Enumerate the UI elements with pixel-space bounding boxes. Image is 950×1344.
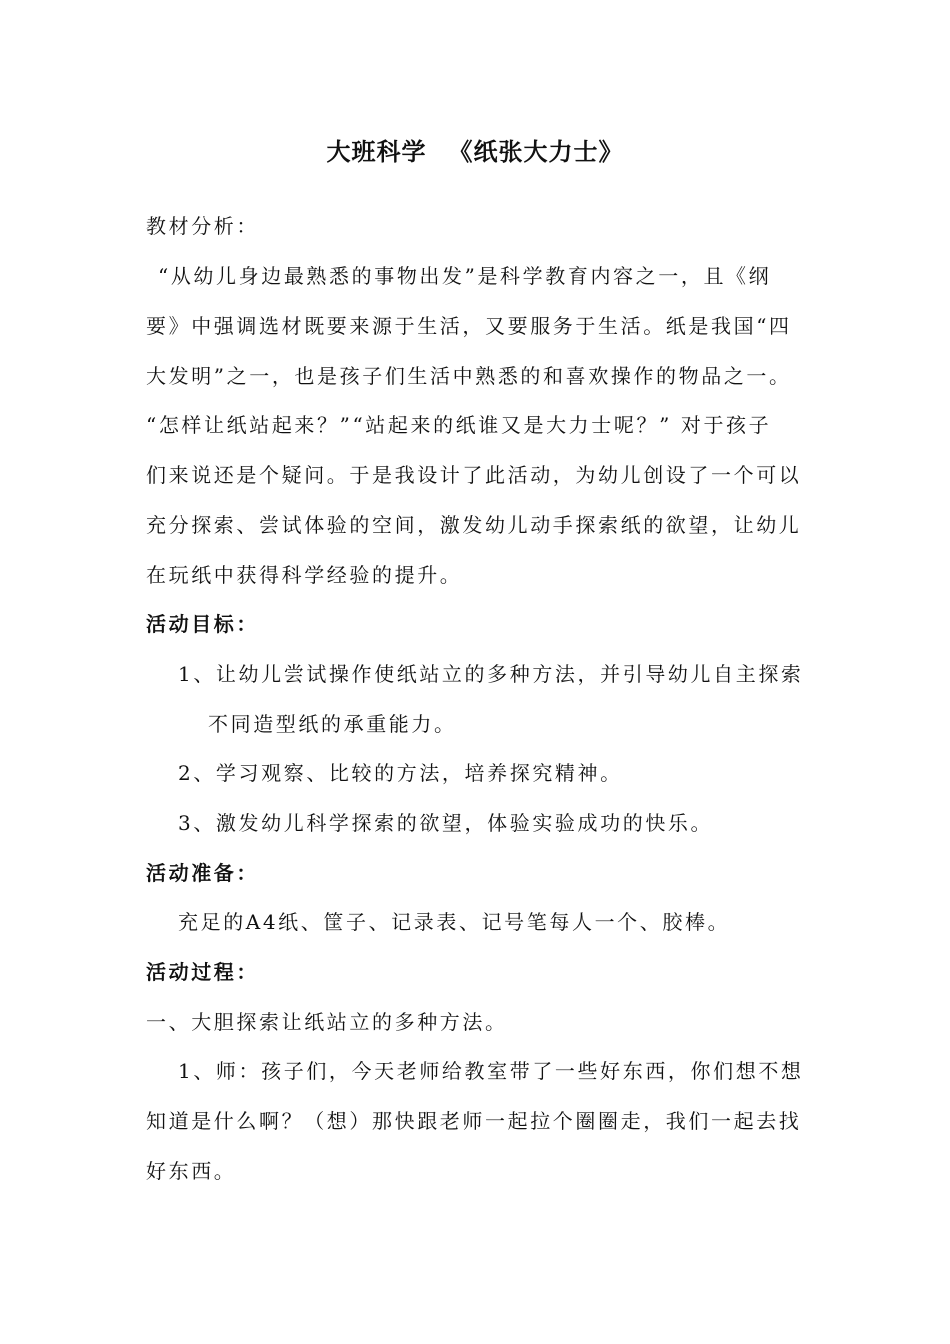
step1-line: 知道是什么啊？（想）那快跟老师一起拉个圈圈走，我们一起去找 xyxy=(146,1109,802,1133)
step1-line: 1、师：孩子们，今天老师给教室带了一些好东西，你们想不想 xyxy=(178,1059,804,1083)
title-part-2: 《纸张大力士》 xyxy=(448,137,624,166)
prep-text: 充足的A4纸、筐子、记录表、记号笔每人一个、胶棒。 xyxy=(178,910,731,934)
analysis-line: 要》中强调选材既要来源于生活，又要服务于生活。纸是我国“四 xyxy=(146,314,792,338)
analysis-line: 大发明”之一，也是孩子们生活中熟悉的和喜欢操作的物品之一。 xyxy=(146,364,792,388)
process-heading: 活动过程： xyxy=(146,960,259,984)
goal-item: 1、让幼儿尝试操作使纸站立的多种方法，并引导幼儿自主探索 xyxy=(178,662,804,686)
goal-item: 3、激发幼儿科学探索的欲望，体验实验成功的快乐。 xyxy=(178,811,714,835)
step1-line: 好东西。 xyxy=(146,1159,237,1183)
step1-heading: 一、大胆探索让纸站立的多种方法。 xyxy=(146,1010,508,1034)
prep-heading: 活动准备： xyxy=(146,861,259,885)
title-part-1: 大班科学 xyxy=(326,137,427,166)
analysis-line: 们来说还是个疑问。于是我设计了此活动，为幼儿创设了一个可以 xyxy=(146,463,802,487)
analysis-line: 充分探索、尝试体验的空间，激发幼儿动手探索纸的欲望，让幼儿 xyxy=(146,513,802,537)
document-title xyxy=(0,132,950,172)
analysis-line: 在玩纸中获得科学经验的提升。 xyxy=(146,563,463,587)
analysis-line: “怎样让纸站起来？”“站起来的纸谁又是大力士呢？” 对于孩子 xyxy=(146,413,772,437)
analysis-heading: 教材分析： xyxy=(146,214,259,238)
goal-item: 2、学习观察、比较的方法，培养探究精神。 xyxy=(178,761,623,785)
analysis-line: “从幼儿身边最熟悉的事物出发”是科学教育内容之一，且《纲 xyxy=(158,264,772,288)
goal-item-continuation: 不同造型纸的承重能力。 xyxy=(208,712,457,736)
goals-heading: 活动目标： xyxy=(146,612,259,636)
